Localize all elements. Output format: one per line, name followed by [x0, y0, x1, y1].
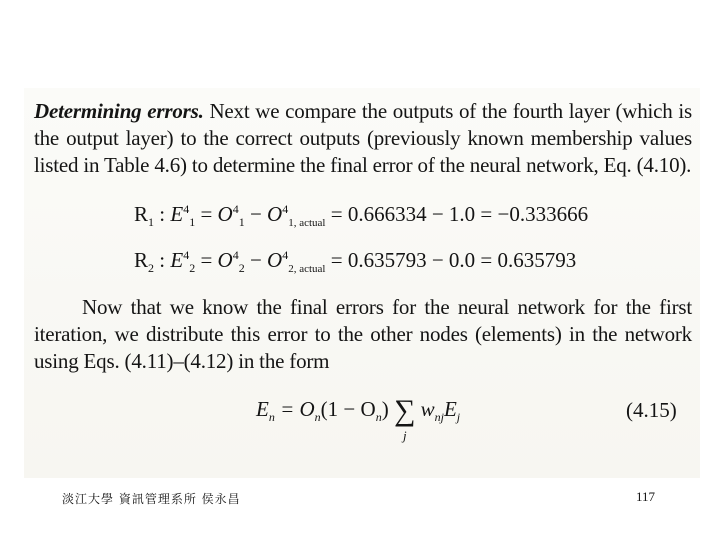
equation-number: (4.15)	[626, 398, 677, 422]
error-symbol: E	[170, 202, 184, 226]
error-symbol: E	[170, 248, 184, 272]
rule-symbol: R	[134, 248, 149, 272]
footer-institution: 淡江大學 資訊管理系所 侯永昌	[62, 492, 241, 506]
equation-r1: $R_1$ : $E^4_1 = O^4_1 - O^4_{1, actual} = 0.666334 - 1.0 = -0.333666$	[134, 202, 589, 230]
paragraph-determining-errors	[34, 98, 692, 179]
formula-paren-close: )	[381, 397, 389, 421]
formula-output-subscript: n	[314, 410, 321, 425]
rule-subscript: 2	[148, 261, 155, 276]
formula-error-subscript: j	[456, 410, 461, 425]
actual-output-symbol: O	[267, 202, 283, 226]
formula-weight: w	[420, 397, 435, 421]
paragraph-distribute-error	[34, 294, 692, 375]
rule-subscript: 1	[148, 215, 155, 230]
formula-lhs-subscript: n	[268, 410, 275, 425]
output-symbol: O	[217, 202, 233, 226]
formula-lhs: E	[256, 397, 269, 421]
error-subscript: 2	[189, 261, 196, 276]
page-number: 117	[636, 489, 656, 504]
formula-4-15	[256, 394, 461, 443]
error-superscript: 4	[183, 202, 190, 216]
output-superscript: 4	[232, 202, 239, 216]
sigma-index: j	[402, 428, 407, 443]
actual-output-subscript: 2, actual	[288, 263, 326, 276]
summation-symbol	[393, 394, 416, 443]
formula-paren-term: (1 − O	[320, 397, 376, 421]
error-subscript: 1	[189, 215, 196, 230]
output-subscript: 1	[238, 215, 245, 230]
output-subscript: 2	[238, 261, 245, 276]
actual-output-subscript: 1, actual	[288, 217, 326, 230]
equation-result: = 0.666334 − 1.0 = −0.333666	[330, 202, 589, 226]
formula-weight-subscript: nj	[434, 410, 444, 425]
actual-output-symbol: O	[267, 248, 283, 272]
paragraph-text: Now that we know the final errors for the neural network for the first iteration, we distribute this error to the other nodes (elements) in the network using Eqs. (4.11)–(4.12) in the form	[34, 295, 692, 373]
formula-paren-subscript: n	[375, 410, 382, 425]
paragraph-text: Next we compare the outputs of the fourth layer (which is the output layer) to the correct outputs (previously known membership values listed in Table 4.6) to determine the final error of the neural network, Eq. (4.10).	[34, 99, 692, 177]
equation-result: = 0.635793 − 0.0 = 0.635793	[330, 248, 577, 272]
formula-output-term: = O	[280, 397, 315, 421]
section-heading: Determining errors.	[34, 99, 204, 123]
actual-output-superscript: 4	[282, 202, 289, 216]
actual-output-superscript: 4	[282, 248, 289, 262]
output-symbol: O	[217, 248, 233, 272]
rule-symbol: R	[134, 202, 149, 226]
equation-r2: $R_2$ : $E^4_2 = O^4_2 - O^4_{2, actual} = 0.635793 - 0.0 = 0.635793$	[134, 248, 577, 276]
formula-error-term: E	[443, 397, 457, 421]
output-superscript: 4	[232, 248, 239, 262]
sigma-glyph: ∑	[393, 394, 416, 427]
error-superscript: 4	[183, 248, 190, 262]
